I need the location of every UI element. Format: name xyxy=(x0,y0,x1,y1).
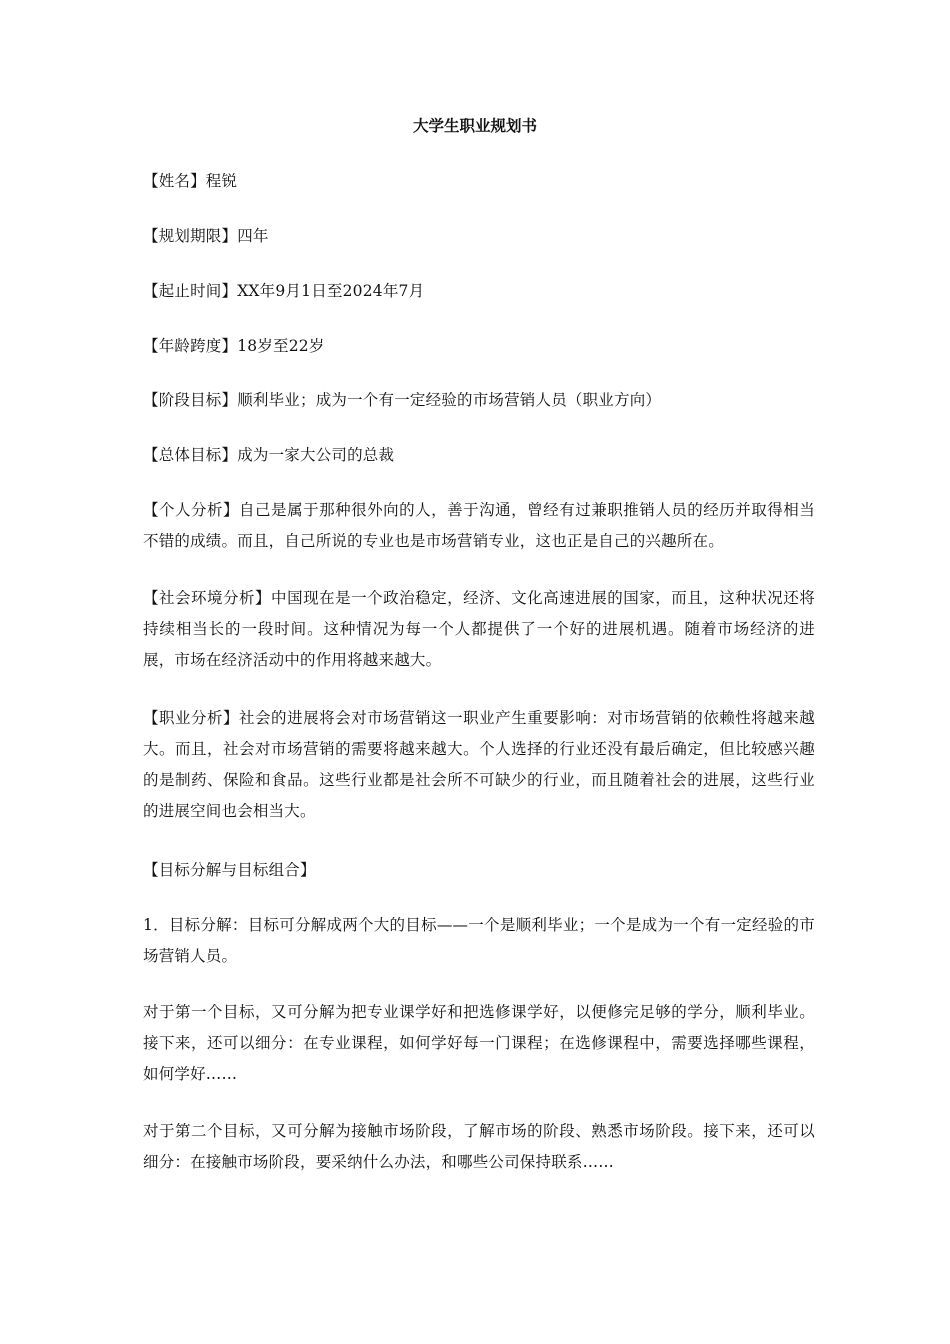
first-goal-detail: 对于第一个目标，又可分解为把专业课学好和把选修课学好，以便修完足够的学分，顺利毕业。接下来，还可以细分：在专业课程，如何学好每一门课程；在选修课程中，需要选择哪些课程，如何学好…… xyxy=(143,1003,815,1083)
career-analysis: 【职业分析】社会的进展将会对市场营销这一职业产生重要影响：对市场营销的依赖性将越来越大。而且，社会对市场营销的需要将越来越大。个人选择的行业还没有最后确定，但比较感兴趣的是制药、保险和食品。这些行业都是社会所不可缺少的行业，而且随着社会的进展，这些行业的进展空间也会相当大。 xyxy=(143,709,815,820)
field-dates: 【起止时间】XX年9月1日至2024年7月 xyxy=(143,282,425,300)
field-overall-goal: 【总体目标】成为一家大公司的总裁 xyxy=(143,446,395,464)
document-title: 大学生职业规划书 xyxy=(412,117,537,135)
social-analysis: 【社会环境分析】中国现在是一个政治稳定，经济、文化高速进展的国家，而且，这种状况还将持续相当长的一段时间。这种情况为每一个人都提供了一个好的进展机遇。随着市场经济的进展，市场在经济活动中的作用将越来越大。 xyxy=(143,589,815,669)
second-goal-detail: 对于第二个目标，又可分解为接触市场阶段，了解市场的阶段、熟悉市场阶段。接下来，还可以细分：在接触市场阶段，要采纳什么办法，和哪些公司保持联系…… xyxy=(143,1122,815,1171)
field-age: 【年龄跨度】18岁至22岁 xyxy=(143,337,325,355)
field-stage-goal: 【阶段目标】顺利毕业；成为一个有一定经验的市场营销人员（职业方向） xyxy=(143,391,662,409)
personal-analysis: 【个人分析】自己是属于那种很外向的人，善于沟通，曾经有过兼职推销人员的经历并取得相当不错的成绩。而且，自己所说的专业也是市场营销专业，这也正是自己的兴趣所在。 xyxy=(143,501,815,550)
goals-heading: 【目标分解与目标组合】 xyxy=(143,861,316,879)
goal-breakdown: 1．目标分解：目标可分解成两个大的目标——一个是顺利毕业；一个是成为一个有一定经验的市场营销人员。 xyxy=(143,916,815,965)
field-period: 【规划期限】四年 xyxy=(143,227,269,245)
field-name: 【姓名】程锐 xyxy=(143,172,238,190)
